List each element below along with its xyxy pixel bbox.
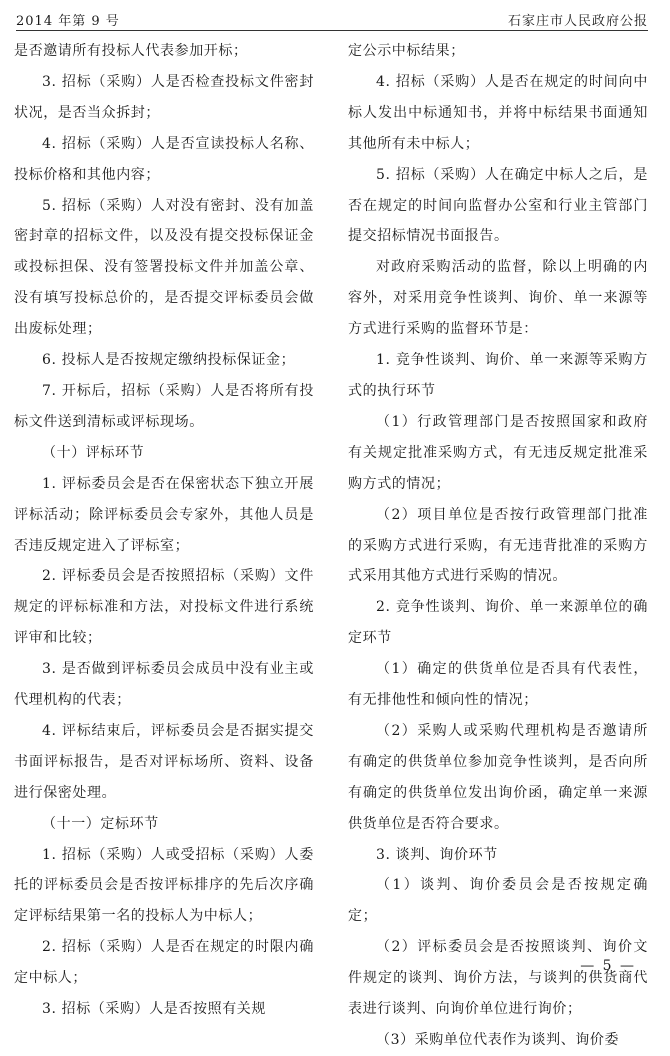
paragraph: 2. 招标（采购）人是否在规定的时限内确定中标人； — [14, 939, 314, 987]
paragraph: （2）项目单位是否按行政管理部门批准的采购方式进行采购，有无违背批准的采购方式采用其他方式进行采购的情况。 — [348, 506, 648, 585]
paragraph: 定公示中标结果； — [348, 43, 465, 59]
paragraph: （2）采购人或采购代理机构是否邀请所有确定的供货单位参加竞争性谈判，是否向所有确定的供货单位发出询价函，确定单一来源供货单位是否符合要求。 — [348, 722, 648, 832]
paragraph: 1. 竞争性谈判、询价、单一来源等采购方式的执行环节 — [348, 352, 648, 399]
paragraph: 2. 评标委员会是否按照招标（采购）文件规定的评标标准和方法，对投标文件进行系统评审和比较； — [14, 568, 314, 647]
paragraph: 1. 评标委员会是否在保密状态下独立开展评标活动；除评标委员会专家外，其他人员是否违反规定进入了评标室； — [14, 475, 314, 554]
issue-number: 2014 年第 9 号 — [16, 14, 120, 29]
paragraph: 5. 招标（采购）人在确定中标人之后，是否在规定的时间向监督办公室和行业主管部门提交招标情况书面报告。 — [348, 166, 648, 245]
page-number: — 5 — — [580, 958, 636, 974]
paragraph: 3. 招标（采购）人是否检查投标文件密封状况，是否当众拆封； — [14, 73, 314, 121]
paragraph: 7. 开标后，招标（采购）人是否将所有投标文件送到清标或评标现场。 — [14, 382, 314, 430]
paragraph: 对政府采购活动的监督，除以上明确的内容外，对采用竞争性谈判、询价、单一来源等方式进行采购的监督环节是： — [348, 259, 648, 338]
left-column — [14, 36, 314, 1025]
paragraph: 6. 投标人是否按规定缴纳投标保证金； — [42, 352, 296, 369]
paragraph: 3. 是否做到评标委员会成员中没有业主或代理机构的代表； — [14, 661, 314, 709]
paragraph: （十）评标环节 — [42, 444, 145, 461]
publication-title: 石家庄市人民政府公报 — [507, 14, 648, 29]
paragraph: 4. 招标（采购）人是否宣读投标人名称、投标价格和其他内容； — [14, 135, 314, 183]
right-column — [348, 36, 648, 1056]
paragraph: 3. 招标（采购）人是否按照有关规 — [42, 1001, 267, 1018]
paragraph: 2. 竞争性谈判、询价、单一来源单位的确定环节 — [348, 599, 648, 647]
paragraph: （3）采购单位代表作为谈判、询价委 — [376, 1032, 620, 1048]
paragraph: 1. 招标（采购）人或受招标（采购）人委托的评标委员会是否按评标排序的先后次序确定评标结果第一名的投标人为中标人； — [14, 846, 314, 925]
paragraph: 3. 谈判、询价环节 — [376, 846, 498, 863]
paragraph: （1）谈判、询价委员会是否按规定确定； — [348, 877, 648, 925]
paragraph: 4. 评标结束后，评标委员会是否据实提交书面评标报告，是否对评标场所、资料、设备进行保密处理。 — [14, 722, 314, 801]
paragraph: （1）行政管理部门是否按照国家和政府有关规定批准采购方式，有无违反规定批准采购方式的情况； — [348, 413, 648, 492]
paragraph: 是否邀请所有投标人代表参加开标； — [14, 43, 248, 59]
paragraph: （2）评标委员会是否按照谈判、询价文件规定的谈判、询价方法，与谈判的供货商代表进行谈判、向询价单位进行询价； — [348, 939, 648, 1018]
paragraph: 4. 招标（采购）人是否在规定的时间向中标人发出中标通知书，并将中标结果书面通知其他所有未中标人； — [348, 73, 648, 152]
page-header — [16, 8, 648, 31]
paragraph: （十一）定标环节 — [42, 815, 159, 832]
paragraph: 5. 招标（采购）人对没有密封、没有加盖密封章的招标文件，以及没有提交投标保证金或投标担保、没有签署投标文件并加盖公章、没有填写投标总价的，是否提交评标委员会做出废标处理； — [14, 197, 314, 338]
paragraph: （1）确定的供货单位是否具有代表性，有无排他性和倾向性的情况； — [348, 661, 648, 709]
